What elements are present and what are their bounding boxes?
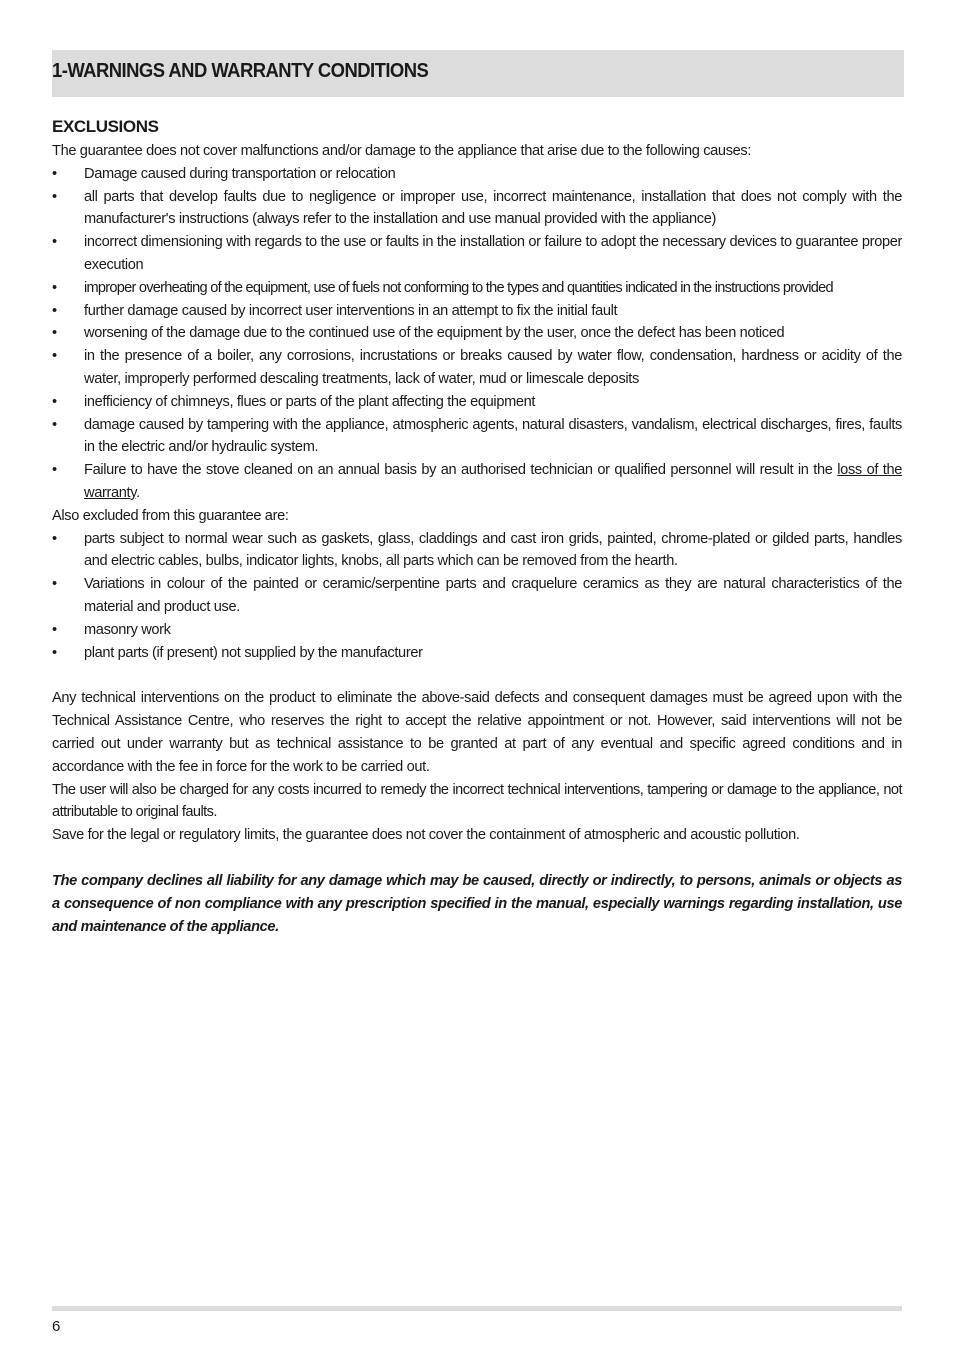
list-item-text: all parts that develop faults due to negligence or improper use, incorrect maintenance, installation that does not comply with the manufacturer's instructions (always refer to the installation and use manual provided with the appliance) [84,188,902,228]
bullet-glyph: • [52,234,57,251]
list-item [52,573,902,619]
page-number: 6 [52,1318,61,1335]
list-item [52,619,902,642]
list-item-text: inefficiency of chimneys, flues or parts of the plant affecting the equipment [84,393,536,410]
body-paragraph: Any technical interventions on the product to eliminate the above-said defects and consequent damages must be agreed upon with the Technical Assistance Centre, who reserves the right to accept the relative appointment or not. However, said interventions will not be carried out under warranty but as technical assistance to be granted at part of any eventual and specific agreed conditions and in accordance with the fee in force for the work to be carried out. [52,690,902,775]
loss-of-warranty-text: loss of the warranty [84,462,903,501]
list-item [52,300,902,323]
bullet-glyph: • [52,416,57,433]
list-item-text: worsening of the damage due to the continued use of the equipment by the user, once the defect has been noticed [84,325,785,342]
list-item [52,345,902,391]
list-item-text: masonry work [84,621,171,638]
bullet-glyph: • [52,530,57,547]
page-content [52,114,902,938]
list-item-text: Damage caused during transportation or relocation [84,165,396,182]
list-item-text: improper overheating of the equipment, use of fuels not conforming to the types and quantities indicated in the instructions provided [84,279,833,296]
list-item [52,414,902,460]
exclusions-heading: EXCLUSIONS [52,117,159,136]
spacer [52,847,902,870]
also-excluded-intro: Also excluded from this guarantee are: [52,507,289,524]
spacer [52,664,902,687]
bullet-glyph: • [52,393,57,410]
list-item [52,163,902,186]
list-item [52,322,902,345]
list-item-text: in the presence of a boiler, any corrosions, incrustations or breaks caused by water flow, condensation, hardness or acidity of the water, improperly performed descaling treatments, lack of water, mud or limescale deposits [84,348,902,387]
bullet-glyph: • [52,621,57,638]
also-excluded-list [52,528,902,665]
list-item [52,231,902,277]
exclusion-causes-list [52,163,902,505]
bullet-glyph: • [52,302,57,319]
bullet-glyph: • [52,348,57,365]
list-item [52,459,902,505]
list-item-text-suffix: . [136,484,140,501]
bullet-glyph: • [52,644,57,661]
list-item [52,391,902,414]
bullet-glyph: • [52,165,57,182]
bullet-glyph: • [52,188,57,205]
list-item [52,277,902,300]
bullet-glyph: • [52,279,57,296]
liability-disclaimer: The company declines all liability for any damage which may be caused, directly or indirectly, to persons, animals or objects as a consequence of non compliance with any prescription specified in the manual, especially warnings regarding installation, use and maintenance of the appliance. [52,872,902,935]
bullet-glyph: • [52,576,57,593]
list-item [52,186,902,232]
bullet-glyph: • [52,325,57,342]
list-item-text: parts subject to normal wear such as gaskets, glass, claddings and cast iron grids, painted, chrome-plated or gilded parts, handles and electric cables, bulbs, indicator lights, knobs, all parts which can be removed from the hearth. [84,530,902,570]
section-title: 1-WARNINGS AND WARRANTY CONDITIONS [52,59,429,82]
list-item-text: incorrect dimensioning with regards to the use or faults in the installation or failure to adopt the necessary devices to guarantee proper execution [84,234,902,273]
list-item-text: damage caused by tampering with the appliance, atmospheric agents, natural disasters, vandalism, electrical discharges, fires, faults in the electric and/or hydraulic system. [84,416,902,456]
list-item-text: Failure to have the stove cleaned on an annual basis by an authorised technician or qualified personnel will result in the [84,462,838,479]
list-item-text: Variations in colour of the painted or ceramic/serpentine parts and craquelure ceramics as they are natural characteristics of the material and product use. [84,576,902,615]
list-item [52,642,902,665]
list-item-text: plant parts (if present) not supplied by the manufacturer [84,644,423,661]
list-item-text: further damage caused by incorrect user interventions in an attempt to fix the initial fault [84,302,618,319]
list-item [52,528,902,574]
body-paragraph: Save for the legal or regulatory limits, the guarantee does not cover the containment of atmospheric and acoustic pollution. [52,827,800,844]
exclusions-intro: The guarantee does not cover malfunctions and/or damage to the appliance that arise due to the following causes: [52,143,752,159]
body-paragraph: The user will also be charged for any costs incurred to remedy the incorrect technical interventions, tampering or damage to the appliance, not attributable to original faults. [52,781,902,821]
bullet-glyph: • [52,462,57,479]
footer-rule [52,1306,902,1311]
